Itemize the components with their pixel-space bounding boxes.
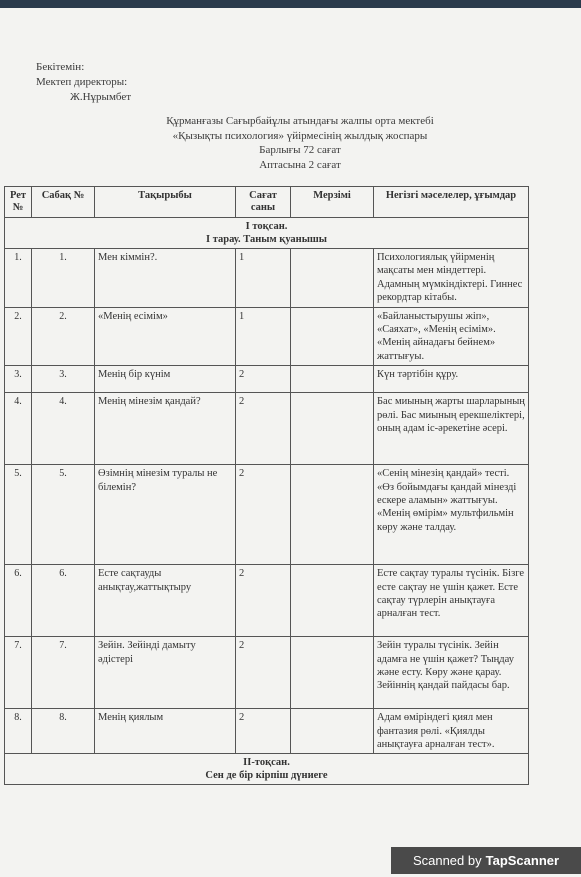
table-row — [5, 637, 529, 709]
cell-ret: 2. — [5, 307, 32, 366]
table-row — [5, 565, 529, 637]
school-name: Құрманғазы Сағырбайұлы атындағы жалпы орта мектебі — [166, 115, 434, 127]
cell-hours: 2 — [236, 637, 291, 709]
cell-date — [291, 307, 374, 366]
section-chapter: Сен де бір кірпіш дүниеге — [205, 770, 328, 782]
cell-ret: 3. — [5, 366, 32, 393]
cell-sabak: 7. — [32, 637, 95, 709]
cell-issues: Психологиялық үйірменің мақсаты мен міндеттері. Адамның мүмкіндіктері. Гиннес рекордтар кітабы. — [374, 249, 529, 308]
section-quarter: I тоқсан. — [245, 221, 288, 232]
watermark-prefix: Scanned by — [412, 853, 482, 868]
weekly-hours: Аптасына 2 сағат — [259, 158, 341, 171]
cell-sabak: 2. — [32, 307, 95, 366]
header-hours: Сағат саны — [236, 187, 291, 218]
cell-hours: 2 — [236, 465, 291, 565]
cell-ret: 5. — [5, 465, 32, 565]
cell-sabak: 1. — [32, 249, 95, 308]
table-row — [5, 307, 529, 366]
cell-hours: 2 — [236, 366, 291, 393]
cell-topic: Менің қиялым — [95, 709, 236, 754]
cell-sabak: 8. — [32, 709, 95, 754]
cell-topic: Менің мінезім қандай? — [95, 393, 236, 465]
cell-ret: 6. — [5, 565, 32, 637]
cell-issues: Бас миының жарты шарларының рөлі. Бас миының ерекшеліктері, оның адам іс-әрекетіне әсері. — [374, 393, 529, 465]
cell-hours: 2 — [236, 565, 291, 637]
cell-ret: 8. — [5, 709, 32, 754]
cell-sabak: 4. — [32, 393, 95, 465]
approval-line-1: Бекітемін: — [36, 61, 85, 73]
approval-signature: Ж.Нұрымбет — [70, 91, 132, 103]
approval-block — [36, 60, 131, 105]
cell-topic: Мен кіммін?. — [95, 249, 236, 308]
header-issues: Негізгі мәселелер, ұғымдар — [374, 187, 529, 218]
watermark-brand: TapScanner — [485, 853, 560, 868]
table-header-row — [5, 187, 529, 218]
cell-issues: «Сенің мінезің қандай» тесті. «Өз бойымдағы қандай мінезді ескере аламын» жаттығуы. «Менің өмірім» мультфильмін көру және талдау. — [374, 465, 529, 565]
cell-date — [291, 393, 374, 465]
table-row — [5, 465, 529, 565]
section-row — [5, 218, 529, 249]
cell-sabak: 6. — [32, 565, 95, 637]
cell-ret: 7. — [5, 637, 32, 709]
cell-sabak: 5. — [32, 465, 95, 565]
cell-topic: «Менің есімім» — [95, 307, 236, 366]
cell-topic: Менің бір күнім — [95, 366, 236, 393]
header-topic: Тақырыбы — [95, 187, 236, 218]
header-date: Мерзімі — [291, 187, 374, 218]
cell-topic: Өзімнің мінезім туралы не білемін? — [95, 465, 236, 565]
table-row — [5, 709, 529, 754]
table-row — [5, 393, 529, 465]
cell-issues: Есте сақтау туралы түсінік. Бізге есте сақтау не үшін қажет. Есте сақтау түрлерін анықтауға арналған тест. — [374, 565, 529, 637]
table-row — [5, 366, 529, 393]
cell-date — [291, 709, 374, 754]
cell-topic: Есте сақтауды анықтау,жаттықтыру — [95, 565, 236, 637]
cell-issues: Зейін туралы түсінік. Зейін адамға не үшін қажет? Тыңдау және есту. Көру және қарау. Зейіннің қандай пайдасы бар. — [374, 637, 529, 709]
table-row — [5, 249, 529, 308]
cell-sabak: 3. — [32, 366, 95, 393]
plan-title: «Қызықты психология» үйірмесінің жылдық жоспары — [172, 129, 428, 142]
section-chapter: I тарау. Таным қуанышы — [206, 234, 327, 245]
plan-table — [4, 186, 529, 785]
scanner-watermark — [391, 847, 581, 874]
cell-issues: «Байланыстырушы жіп», «Саяхат», «Менің есімім». «Менің айнадағы бейнем» жаттығуы. — [374, 307, 529, 366]
cell-date — [291, 366, 374, 393]
section-row — [5, 754, 529, 785]
cell-date — [291, 465, 374, 565]
cell-ret: 1. — [5, 249, 32, 308]
cell-date — [291, 249, 374, 308]
header-sabak: Сабақ № — [32, 187, 95, 218]
approval-line-2: Мектеп директоры: — [36, 76, 128, 88]
cell-hours: 1 — [236, 249, 291, 308]
header-ret: Рет № — [5, 187, 32, 218]
cell-ret: 4. — [5, 393, 32, 465]
cell-date — [291, 565, 374, 637]
total-hours: Барлығы 72 сағат — [259, 144, 341, 156]
document-heading — [100, 114, 500, 172]
cell-topic: Зейін. Зейінді дамыту әдістері — [95, 637, 236, 709]
cell-hours: 2 — [236, 393, 291, 465]
cell-issues: Адам өміріндегі қиял мен фантазия рөлі. «Қиялды анықтауға арналған тест». — [374, 709, 529, 754]
cell-issues: Күн тәртібін құру. — [374, 366, 529, 393]
cell-hours: 1 — [236, 307, 291, 366]
section-quarter: II-тоқсан. — [243, 757, 290, 769]
cell-date — [291, 637, 374, 709]
cell-hours: 2 — [236, 709, 291, 754]
